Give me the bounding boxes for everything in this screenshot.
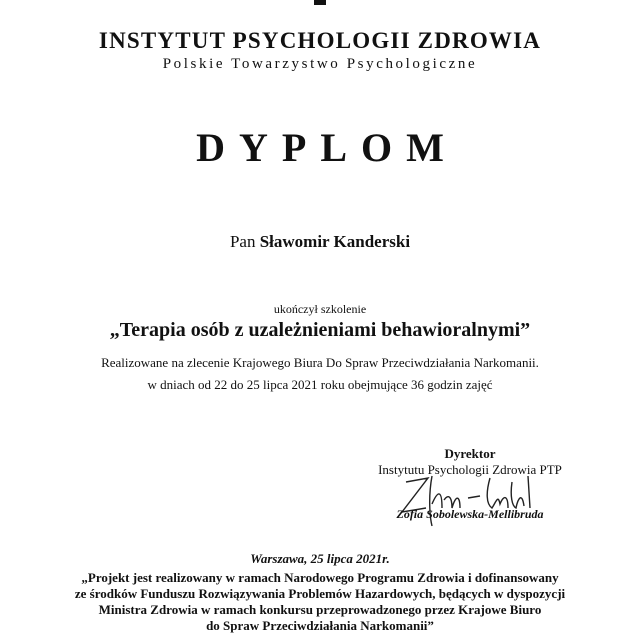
- footer-line: „Projekt jest realizowany w ramach Narodowego Programu Zdrowia i dofinansowany: [81, 570, 559, 585]
- recipient-name: Sławomir Kanderski: [259, 232, 411, 251]
- institute-name: INSTYTUT PSYCHOLOGII ZDROWIA: [98, 28, 542, 53]
- recipient: [0, 232, 640, 252]
- signatory-name: Zofia Sobolewska-Mellibruda: [396, 507, 544, 521]
- society-name: Polskie Towarzystwo Psychologiczne: [162, 56, 478, 72]
- recipient-prefix: Pan: [229, 232, 256, 251]
- footer-line: Ministra Zdrowia w ramach konkursu przeprowadzonego przez Krajowe Biuro: [98, 602, 542, 617]
- footer-line: ze środków Funduszu Rozwiązywania Problemów Hazardowych, będących w dyspozycji: [74, 586, 566, 601]
- signatory-role: Dyrektor: [444, 446, 496, 461]
- detail-line: w dniach od 22 do 25 lipca 2021 roku obejmujące 36 godzin zajęć: [147, 377, 493, 392]
- detail-line: Realizowane na zlecenie Krajowego Biura Do Spraw Przeciwdziałania Narkomanii.: [101, 355, 539, 370]
- logo-fragment: [314, 0, 326, 5]
- completed-label: ukończył szkolenie: [273, 302, 367, 316]
- footer-line: do Spraw Przeciwdziałania Narkomanii”: [206, 618, 434, 633]
- signatory-organization: Instytutu Psychologii Zdrowia PTP: [378, 462, 562, 477]
- document-title: DYPLOM: [196, 125, 458, 170]
- course-title: „Terapia osób z uzależnieniami behawioralnymi”: [109, 319, 531, 341]
- place-date: Warszawa, 25 lipca 2021r.: [250, 551, 390, 566]
